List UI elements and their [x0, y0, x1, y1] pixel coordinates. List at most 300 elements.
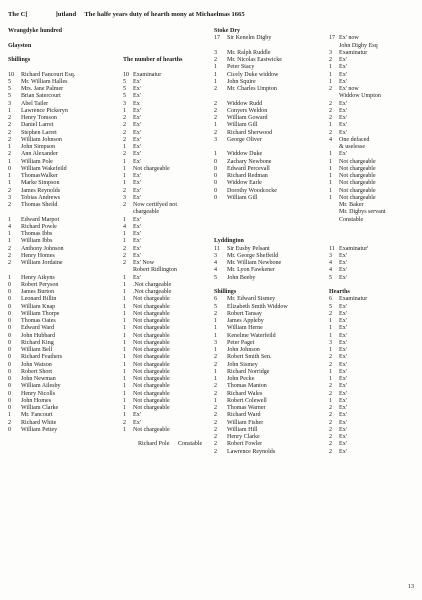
remark-cell: Not chargeable — [339, 158, 376, 165]
remark-cell: Not chargeable — [133, 325, 170, 332]
shillings-cell: 2 — [8, 122, 12, 129]
shillings-cell: 5 — [214, 303, 218, 310]
hearths-cell: 1 — [123, 383, 127, 390]
hearths-cell: 1 — [123, 180, 127, 187]
remark-cell: Ex' — [339, 129, 347, 136]
header-title: The halfe years duty of hearth mony at Michaelmas 1665 — [84, 11, 245, 18]
entry-row — [8, 173, 206, 180]
remark-cell: Not chargeable — [133, 296, 170, 303]
header-middle: ]utland — [55, 11, 77, 18]
shillings-cell: 0 — [8, 289, 12, 295]
hearths-cell: 2 — [123, 419, 127, 426]
shillings-cell: 2 — [214, 434, 218, 440]
remark-cell: Not chargeable — [339, 187, 376, 194]
hearths-cell: 1 — [123, 390, 127, 397]
remark-cell: Ex' — [133, 412, 141, 419]
right-column — [214, 28, 414, 456]
hearths-cell — [329, 93, 339, 100]
shillings-cell: 3 — [214, 339, 218, 346]
shillings-cell: 0 — [214, 173, 218, 179]
hearths-cell: 1 — [329, 325, 333, 332]
shillings-cell: 1 — [214, 71, 218, 78]
entry-row — [214, 318, 414, 325]
name-cell: Edward Ward — [21, 325, 55, 332]
remark-cell: Now certifyed not — [133, 202, 177, 208]
hearths-cell: 3 — [123, 194, 127, 201]
entry-row — [214, 398, 414, 405]
lyddington-entries — [214, 246, 414, 282]
hearths-cell: 1 — [123, 332, 127, 339]
shillings-cell: 1 — [214, 64, 218, 71]
hearths-cell: 2 — [123, 129, 127, 136]
entry-row — [214, 79, 414, 86]
entry-row — [8, 159, 206, 166]
name-cell: Peter Stacy — [227, 64, 255, 71]
entry-row — [8, 72, 206, 79]
name-cell: Marke Simpson — [21, 180, 60, 187]
hearths-cell: 1 — [329, 332, 333, 339]
hearths-cell: 1 — [123, 289, 127, 295]
shillings-cell: 0 — [214, 165, 218, 172]
remark-cell: Ex' — [133, 223, 141, 230]
shillings-cell: 1 — [214, 376, 218, 382]
entry-row — [214, 412, 414, 419]
entry-row — [8, 101, 206, 108]
remark-cell: Examinatur — [133, 71, 162, 78]
remark-cell: Not chargeable — [133, 376, 170, 382]
remark-cell: Not chargeable — [339, 194, 376, 201]
remark-cell: Ex' — [339, 397, 347, 404]
name-cell: Mr. Edward Sismey — [227, 296, 276, 303]
shillings-cell: 2 — [214, 441, 218, 448]
shillings-cell: 0 — [8, 354, 12, 361]
name-cell: Dorothy Woodcocke — [227, 187, 277, 194]
entry-row — [214, 195, 414, 202]
entry-row — [214, 144, 414, 151]
remark-cell: Ex' — [339, 122, 347, 129]
hearths-cell: 5 — [123, 93, 127, 100]
name-cell: Mr. George Sheffeild — [227, 252, 279, 259]
hearths-cell: 1 — [329, 180, 333, 187]
hearths-cell: 3 — [329, 49, 333, 56]
remark-cell: Ex' — [339, 332, 347, 339]
name-cell: Robert Short — [21, 368, 53, 375]
remark-cell: .Not chargeable — [133, 289, 172, 295]
entry-row — [214, 275, 414, 282]
name-cell: Widdow Earle — [227, 180, 262, 187]
shillings-cell: 2 — [214, 361, 218, 368]
shillings-cell: 1 — [8, 231, 12, 237]
shillings-cell: 1 — [8, 274, 12, 281]
remark-cell: Not chargeable — [133, 165, 170, 172]
shillings-cell: 0 — [214, 158, 218, 165]
remark-cell: Constable — [339, 216, 364, 223]
shillings-cell: 2 — [214, 412, 218, 419]
name-cell — [227, 43, 329, 50]
hearths-cell: 2 — [329, 115, 333, 121]
column-headings — [8, 57, 206, 64]
hearths-cell: 3 — [329, 252, 333, 259]
hearths-cell: 2 — [123, 245, 127, 252]
name-cell: Richard Powle — [21, 223, 57, 230]
constable-name: Richard Pole — [138, 441, 170, 448]
remark-cell: Not chargeable — [339, 180, 376, 187]
entry-row — [214, 253, 414, 260]
name-cell: Richard Redman — [227, 173, 268, 179]
entry-row — [8, 86, 206, 93]
hearths-cell: 1 — [329, 397, 333, 404]
entry-row — [214, 434, 414, 441]
entry-row — [8, 412, 206, 419]
name-cell: John Johnson — [227, 347, 260, 353]
shillings-cell: 1 — [8, 107, 12, 114]
hearths-cell: 1 — [123, 173, 127, 179]
remark-cell: Ex' — [339, 426, 347, 433]
name-cell: William Thorpe — [21, 310, 60, 317]
shillings-cell — [8, 209, 21, 216]
entry-row — [214, 354, 414, 361]
name-cell: Conyers Weldon — [227, 107, 268, 114]
name-cell: Robert Colewell — [227, 397, 267, 404]
name-cell — [227, 144, 329, 151]
hearths-cell: 2 — [329, 426, 333, 433]
remark-cell: Not chargeable — [133, 368, 170, 375]
hearths-cell: 1 — [329, 368, 333, 375]
name-cell: Mr. Nicolas Eastwicke — [227, 57, 282, 63]
place-heading-stoke-dry: Stoke Dry — [214, 28, 241, 34]
remark-cell: Ex' — [339, 151, 347, 158]
shillings-cell: 0 — [214, 194, 218, 201]
entry-row — [214, 362, 414, 369]
shillings-cell: 2 — [214, 129, 218, 136]
entry-row — [214, 267, 414, 274]
shillings-cell: 5 — [8, 93, 12, 100]
remark-cell: Not chargeable — [133, 390, 170, 397]
remark-cell: Ex' — [339, 107, 347, 114]
name-cell: Thomas Ibbs — [21, 231, 53, 237]
place-heading-glayston: Glayston — [8, 42, 32, 49]
name-cell: William Gill — [227, 194, 258, 201]
name-cell — [21, 209, 123, 216]
hearths-cell: 2 — [329, 383, 333, 390]
name-cell: Widdow Rudd — [227, 100, 263, 107]
shillings-cell: 0 — [8, 296, 12, 303]
remark-cell: Ex' — [339, 368, 347, 375]
shillings-cell: 2 — [214, 115, 218, 121]
entry-row — [8, 289, 206, 296]
entry-row — [214, 202, 414, 209]
name-cell: John Newman — [21, 376, 56, 382]
entry-row — [8, 420, 206, 427]
page-number: 13 — [407, 583, 414, 590]
entry-row — [214, 325, 414, 332]
hearths-cell: 1 — [329, 151, 333, 158]
hearths-cell: 2 — [329, 419, 333, 426]
remark-cell: Ex' Now — [133, 260, 155, 266]
entry-row — [214, 391, 414, 398]
remark-cell: Ex' — [133, 93, 141, 100]
name-cell: Richard King — [21, 339, 54, 346]
shillings-cell: 0 — [8, 347, 12, 353]
remark-cell: & uselesse — [339, 144, 366, 150]
place-heading-lyddington: Lyddington — [214, 238, 244, 245]
entry-row — [8, 260, 206, 267]
entry-row — [214, 260, 414, 267]
name-cell: Daniel Larret — [21, 122, 54, 129]
hearths-heading: The number of hearths — [123, 57, 183, 63]
header-left: The C[ — [8, 11, 28, 18]
entry-row — [214, 130, 414, 137]
shillings-heading: Shillings — [214, 289, 237, 295]
shillings-cell: 2 — [214, 354, 218, 361]
remark-cell: Ex' — [133, 115, 141, 121]
hearths-heading: Hearths — [329, 289, 350, 295]
hearths-cell: 4 — [329, 136, 333, 143]
entry-row — [8, 202, 206, 209]
hearths-cell: 1 — [123, 303, 127, 310]
remark-cell: Not chargeable — [133, 361, 170, 368]
name-cell: William Gill — [227, 122, 258, 129]
hearths-cell: 1 — [123, 376, 127, 382]
entry-row — [8, 398, 206, 405]
hearths-cell: 3 — [329, 339, 333, 346]
shillings-cell: 1 — [214, 325, 218, 332]
entry-row — [214, 173, 414, 180]
remark-cell: Ex' — [339, 115, 347, 121]
name-cell — [227, 93, 329, 100]
shillings-cell: 0 — [8, 405, 12, 411]
shillings-cell: 2 — [8, 129, 12, 136]
hearths-cell: 2 — [123, 202, 127, 208]
hearths-cell: 1 — [329, 173, 333, 179]
name-cell: William Goward — [227, 115, 268, 121]
entry-row — [8, 122, 206, 129]
hearths-cell: 1 — [329, 187, 333, 194]
name-cell: Abel Tailer — [21, 100, 49, 107]
shillings-cell: 1 — [214, 347, 218, 353]
name-cell: William Bell — [21, 347, 53, 353]
shillings-cell: 0 — [8, 325, 12, 332]
name-cell: Lawrence Pickeryn — [21, 107, 68, 114]
entry-row — [214, 304, 414, 311]
remark-cell: Not chargeable — [133, 405, 170, 411]
shillings-cell: 2 — [214, 310, 218, 317]
shillings-cell: 1 — [8, 144, 12, 150]
hearths-cell: 2 — [123, 136, 127, 143]
hearths-cell: 1 — [123, 405, 127, 411]
remark-cell: Ex' — [339, 64, 347, 71]
hearths-cell: 2 — [329, 441, 333, 448]
hearths-cell: 2 — [329, 412, 333, 419]
entry-row — [214, 122, 414, 129]
hearths-cell: 1 — [329, 71, 333, 78]
entry-row — [214, 369, 414, 376]
shillings-cell: 6 — [214, 296, 218, 303]
remark-cell: Ex — [133, 100, 140, 107]
hearths-cell: 2 — [329, 86, 333, 92]
remark-cell: Not chargeable — [133, 332, 170, 339]
remark-cell: Ex' — [133, 107, 141, 114]
remark-cell: Examinatur — [339, 49, 368, 56]
name-cell: John Pecke — [227, 376, 255, 382]
entry-row — [214, 43, 414, 50]
entry-row — [214, 72, 414, 79]
entry-row — [214, 180, 414, 187]
name-cell: Robert Fowler — [227, 441, 263, 448]
entry-row — [214, 296, 414, 303]
shillings-cell: 1 — [214, 318, 218, 324]
shillings-cell — [214, 93, 227, 100]
remark-cell: Ex' — [133, 158, 141, 165]
shillings-cell: 17 — [214, 35, 221, 42]
shillings-heading: Shillings — [8, 57, 31, 63]
name-cell: William Hill — [227, 426, 258, 433]
shillings-cell: 0 — [8, 303, 12, 310]
shillings-cell: 4 — [8, 223, 12, 230]
hearths-cell: 1 — [329, 158, 333, 165]
column-headings-right — [214, 289, 414, 296]
shillings-cell: 2 — [214, 86, 218, 92]
remark-cell: Ex' — [339, 325, 347, 332]
shillings-cell: 1 — [214, 397, 218, 404]
shillings-cell: 0 — [8, 332, 12, 339]
entry-row — [8, 267, 206, 274]
remark-cell: Ex' — [133, 238, 141, 245]
entry-row — [214, 376, 414, 383]
remark-cell: Ex' — [339, 318, 347, 324]
hearths-cell: 4 — [123, 223, 127, 230]
entry-row — [8, 151, 206, 158]
remark-cell: Ex' — [339, 354, 347, 361]
hearths-cell: 1 — [329, 64, 333, 71]
shillings-cell: 2 — [8, 252, 12, 259]
hearths-cell: 1 — [123, 231, 127, 237]
shillings-cell: 2 — [8, 136, 12, 143]
hearths-cell: 11 — [329, 245, 335, 252]
shillings-cell — [214, 217, 227, 224]
remark-cell: Ex' now — [339, 35, 359, 42]
shillings-cell: 0 — [8, 361, 12, 368]
name-cell: John Simpson — [21, 144, 56, 150]
entry-row — [8, 209, 206, 216]
name-cell: Kenelme Waterfeild — [227, 332, 276, 339]
shillings-cell: 10 — [8, 71, 15, 78]
name-cell: William Herne — [227, 325, 263, 332]
hearths-cell — [329, 144, 339, 151]
shillings-cell: 1 — [214, 368, 218, 375]
entry-row — [214, 93, 414, 100]
shillings-cell: 1 — [8, 238, 12, 245]
name-cell: Mr. William Newbone — [227, 260, 282, 266]
entry-row — [8, 180, 206, 187]
name-cell: James Burton — [21, 289, 55, 295]
entry-row — [8, 325, 206, 332]
hearths-cell: 1 — [123, 274, 127, 281]
shillings-cell: 5 — [214, 274, 218, 281]
hearths-cell: 2 — [329, 100, 333, 107]
entry-row — [214, 347, 414, 354]
remark-cell: Ex' — [339, 57, 347, 63]
hearths-cell: 17 — [329, 35, 336, 42]
hearths-cell: 2 — [123, 252, 127, 259]
shillings-cell: 2 — [214, 57, 218, 63]
remark-cell: Ex' — [133, 187, 141, 194]
shillings-cell: 2 — [8, 187, 12, 194]
hearths-cell: 2 — [329, 434, 333, 440]
name-cell: Stephen Larret — [21, 129, 57, 136]
remark-cell: Ex' — [339, 347, 347, 353]
name-cell: Edward Marpot — [21, 216, 60, 223]
name-cell: Mr. Charles Umpton — [227, 86, 277, 92]
entry-row — [214, 188, 414, 195]
remark-cell: Ex' — [133, 180, 141, 187]
remark-cell: Ex' — [339, 383, 347, 390]
entry-row — [214, 166, 414, 173]
remark-cell: Robert Ridlington — [133, 267, 177, 274]
entry-row — [8, 253, 206, 260]
remark-cell: Ex' — [339, 405, 347, 411]
entry-row — [8, 166, 206, 173]
shillings-cell — [214, 144, 227, 151]
remark-cell: Ex' — [339, 419, 347, 426]
shillings-cell: 3 — [8, 194, 12, 201]
entry-row — [8, 311, 206, 318]
name-cell: James Reynolds — [21, 187, 61, 194]
name-cell: Lawrence Reynolds — [227, 448, 276, 455]
remark-cell: One defaced — [339, 136, 370, 143]
name-cell: Thomas Oates — [21, 318, 56, 324]
remark-cell: Not chargeable — [133, 397, 170, 404]
name-cell: Zachary Newbone — [227, 158, 272, 165]
remark-cell: Ex' — [133, 274, 141, 281]
entry-row — [214, 35, 414, 42]
name-cell: John Squire — [227, 78, 256, 85]
hearths-cell: 2 — [123, 115, 127, 121]
hearths-cell: 10 — [123, 71, 130, 78]
hearths-cell: 2 — [329, 361, 333, 368]
name-cell: Edward Percevall — [227, 165, 270, 172]
remark-cell: .Not chargeable — [133, 281, 172, 288]
remark-cell: Ex' — [339, 100, 347, 107]
remark-cell: Not chargeable — [133, 347, 170, 353]
remark-cell: Ex' — [339, 434, 347, 440]
shillings-cell: 0 — [8, 383, 12, 390]
remark-cell: Examinatur — [339, 296, 368, 303]
hearths-cell: 1 — [329, 78, 333, 85]
remark-cell: Ex' — [133, 136, 141, 143]
remark-cell: John Digby Esq — [339, 42, 378, 49]
shillings-cell: 0 — [214, 187, 218, 194]
entry-row — [214, 441, 414, 448]
entry-row — [214, 137, 414, 144]
name-cell: Richard Sherwood — [227, 129, 273, 136]
name-cell: Richard White — [21, 419, 57, 426]
entry-row — [214, 427, 414, 434]
shillings-cell: 2 — [214, 448, 218, 455]
shillings-cell: 2 — [8, 202, 12, 208]
name-cell: John Homes — [21, 397, 52, 404]
name-cell: William Jordaine — [21, 260, 63, 266]
hearths-cell: 2 — [329, 405, 333, 411]
name-cell: Peter Paget — [227, 339, 255, 346]
entry-row — [8, 79, 206, 86]
shillings-cell: 2 — [214, 426, 218, 433]
entry-row — [214, 217, 414, 224]
remark-cell: Not chargeable — [133, 310, 170, 317]
entry-row — [8, 275, 206, 282]
name-cell: William Wakefeild — [21, 165, 67, 172]
name-cell: Henry Atkyns — [21, 274, 55, 281]
